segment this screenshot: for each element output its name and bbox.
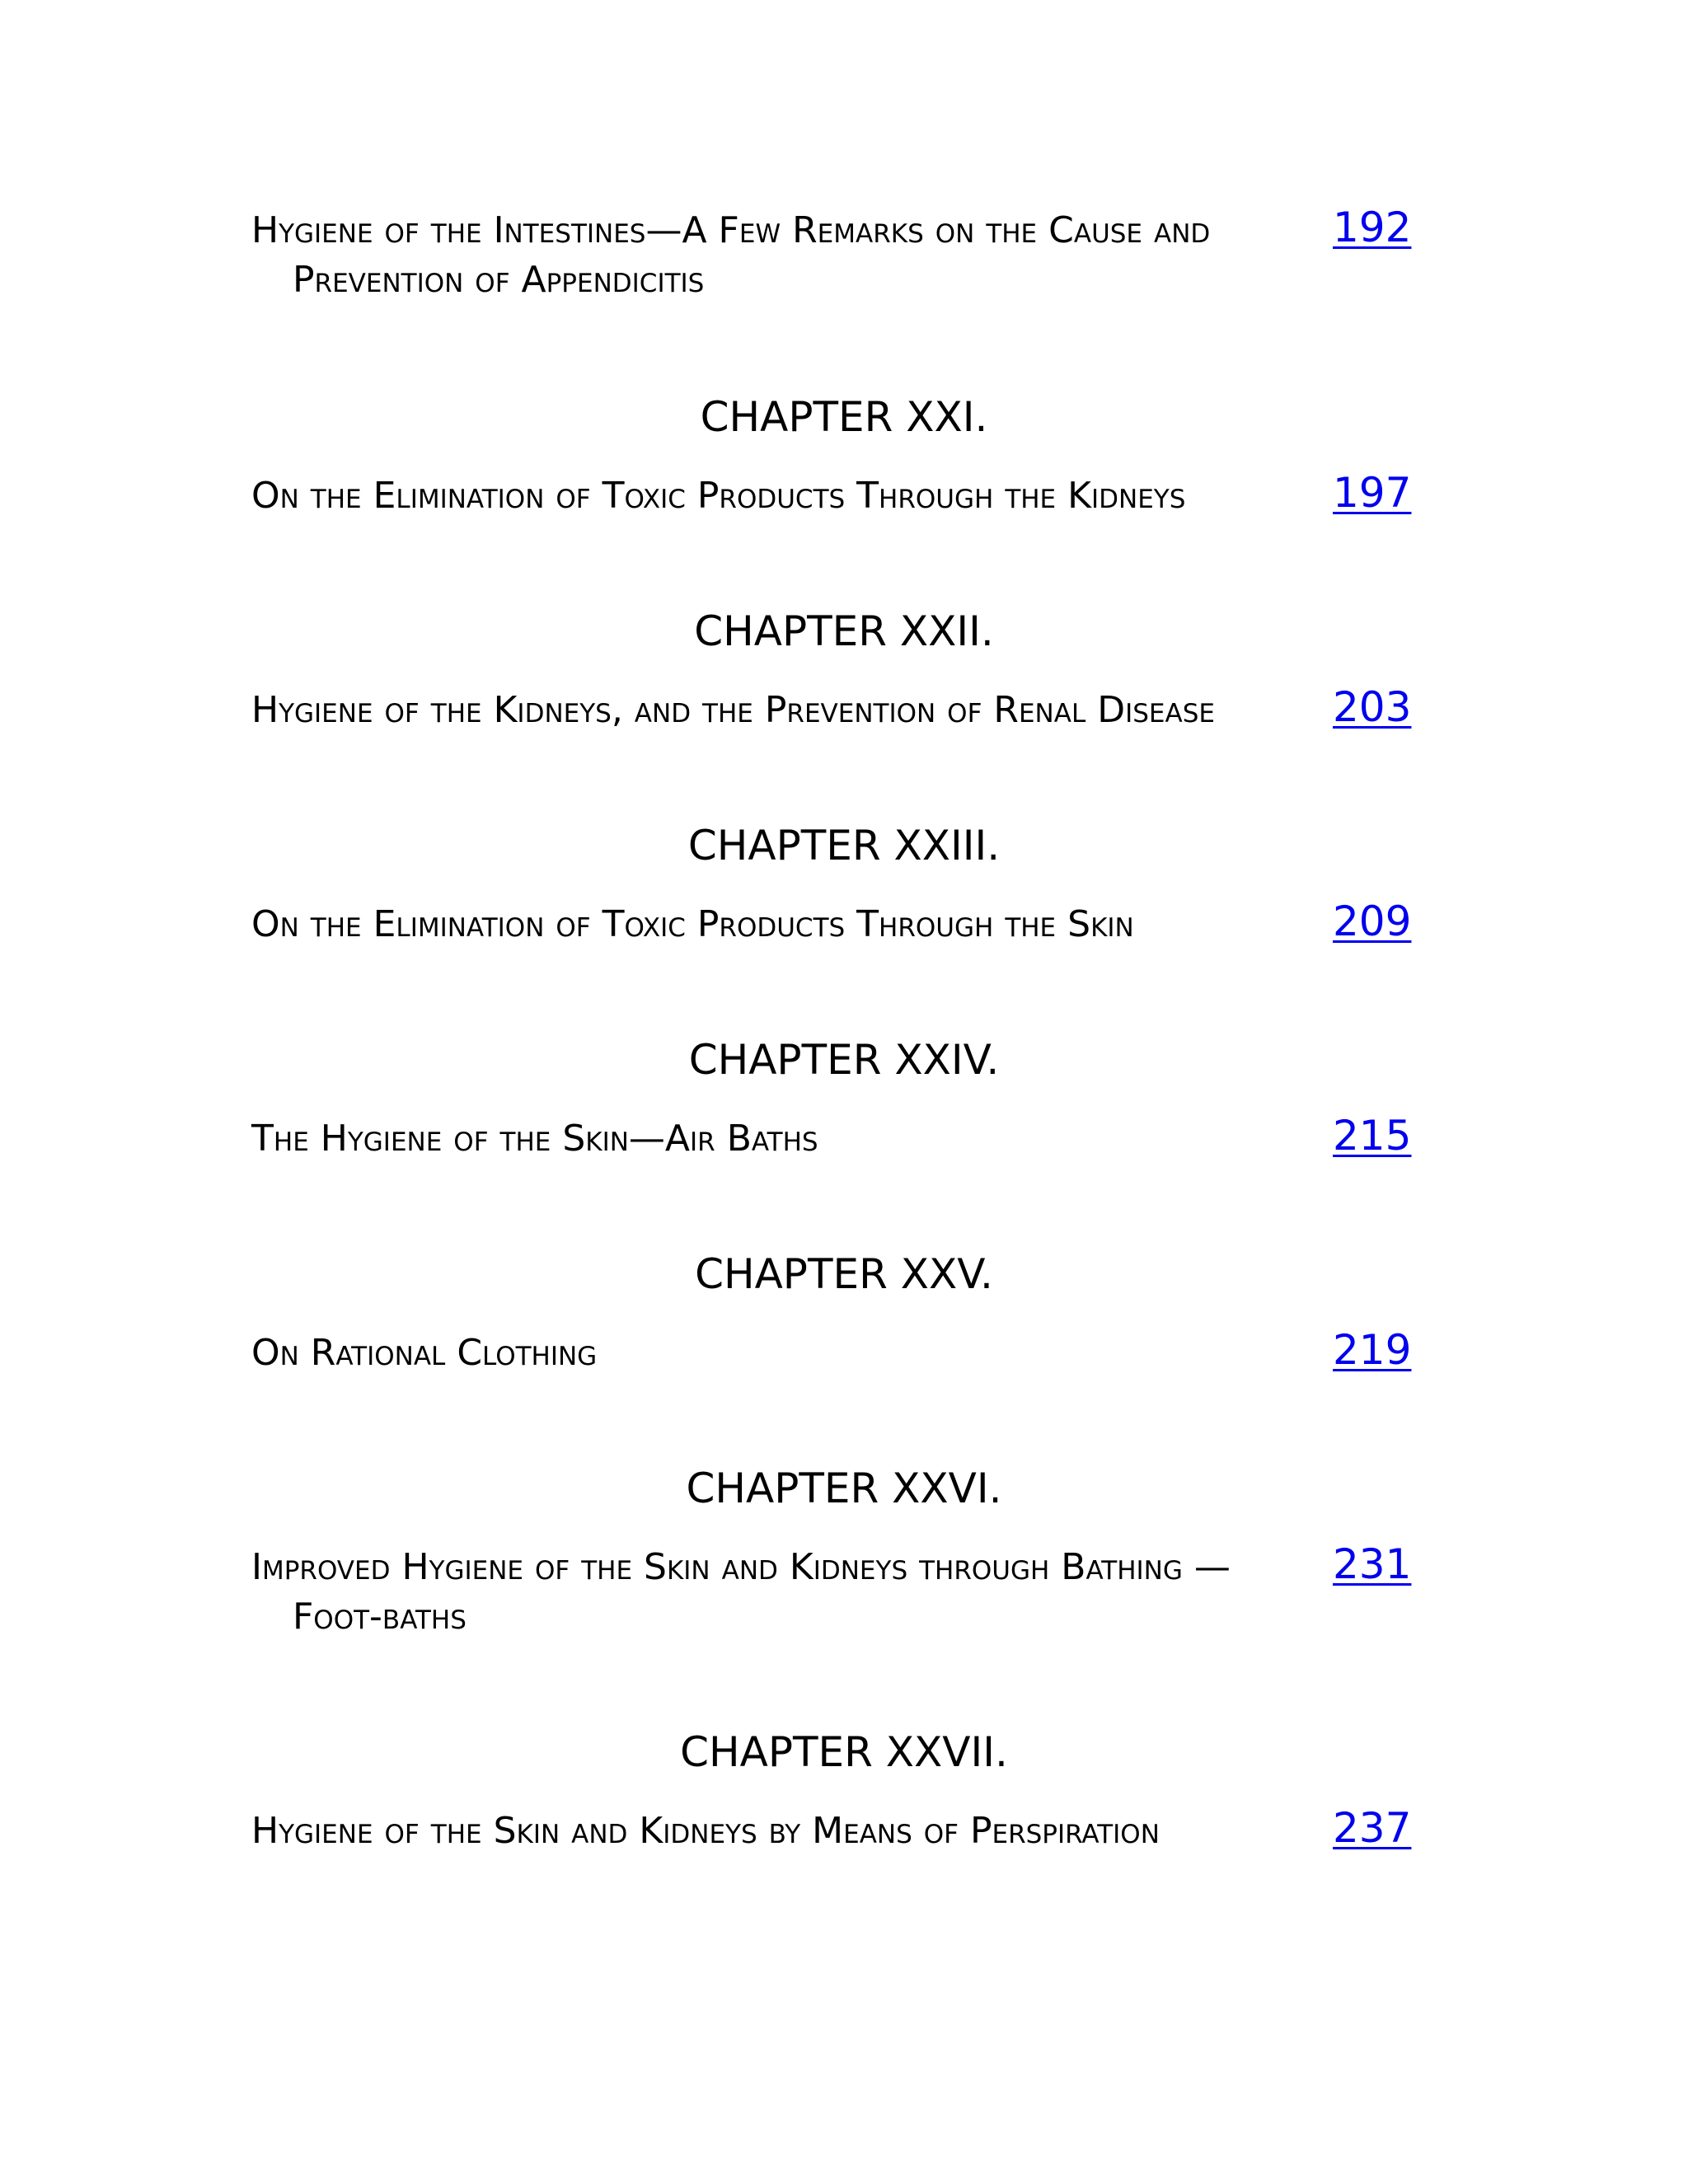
toc-entry-title: On the Elimination of Toxic Products Through the Kidneys bbox=[251, 475, 1186, 517]
toc-entry-title: On the Elimination of Toxic Products Through the Skin bbox=[251, 903, 1134, 945]
toc-entry-title: The Hygiene of the Skin—Air Baths bbox=[251, 1118, 818, 1160]
toc-page-link[interactable]: 197 bbox=[1333, 469, 1412, 517]
toc-entry-title: On Rational Clothing bbox=[251, 1332, 598, 1374]
toc-page-link[interactable]: 203 bbox=[1333, 683, 1412, 731]
chapter-heading: CHAPTER XXVII. bbox=[680, 1728, 1008, 1776]
toc-page-link[interactable]: 219 bbox=[1333, 1326, 1412, 1374]
chapter-heading: CHAPTER XXI. bbox=[700, 393, 988, 441]
chapter-heading: CHAPTER XXV. bbox=[695, 1250, 993, 1298]
chapter-heading: CHAPTER XXVI. bbox=[686, 1465, 1002, 1512]
chapter-heading: CHAPTER XXIII. bbox=[687, 822, 1001, 869]
toc-page-link[interactable]: 215 bbox=[1333, 1112, 1412, 1160]
toc-page-link[interactable]: 209 bbox=[1333, 898, 1412, 945]
chapter-heading: CHAPTER XXII. bbox=[694, 607, 994, 655]
toc-entry-title: Improved Hygiene of the Skin and Kidneys through Bathing —Foot-baths bbox=[251, 1546, 1231, 1638]
chapter-heading: CHAPTER XXIV. bbox=[688, 1036, 1000, 1084]
toc-entry-title: Hygiene of the Intestines—A Few Remarks on the Cause and Prevention of Appendicitis bbox=[251, 209, 1211, 301]
toc-page-link[interactable]: 237 bbox=[1333, 1804, 1412, 1852]
toc-entry-title: Hygiene of the Skin and Kidneys by Means of Perspiration bbox=[251, 1810, 1160, 1852]
toc-entry-title: Hygiene of the Kidneys, and the Prevention of Renal Disease bbox=[251, 689, 1215, 731]
toc-page-link[interactable]: 192 bbox=[1333, 204, 1412, 251]
toc-page-link[interactable]: 231 bbox=[1333, 1540, 1412, 1588]
